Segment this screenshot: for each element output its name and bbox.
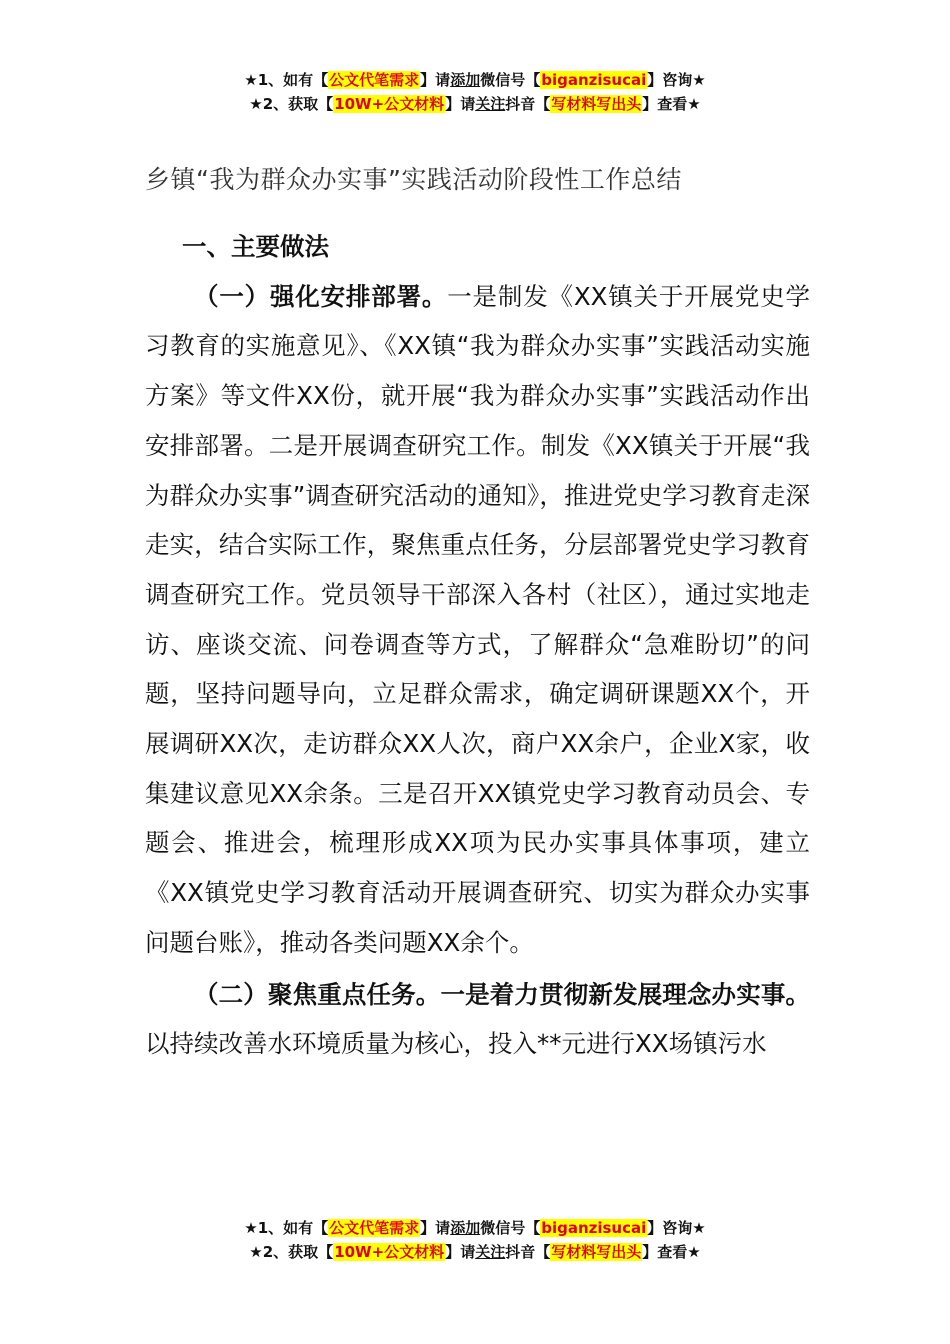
banner-highlight: 公文代笔需求 [329,1219,420,1237]
document-body [145,222,810,1069]
banner-highlight: 10W+公文材料 [334,1243,445,1261]
banner-highlight: 写材料写出头 [551,1243,642,1261]
banner-highlight: biganzisucai [541,1219,647,1237]
paragraph-1 [145,272,810,968]
banner-text: 微信号【 [480,1219,541,1237]
footer-banner [0,1216,950,1264]
banner-text: 】查看★ [642,1243,701,1261]
banner-emphasis: 关注 [475,95,506,113]
banner-text: 】咨询★ [647,71,706,89]
paragraph-lead: （一）强化安排部署。 [194,281,448,311]
banner-emphasis: 添加 [450,71,481,89]
banner-text: ★1、如有【 [244,71,329,89]
document-title: 乡镇“我为群众办实事”实践活动阶段性工作总结 [145,165,682,194]
banner-text: 】请 [445,1243,476,1261]
banner-line-1 [0,1216,950,1240]
banner-highlight: 10W+公文材料 [334,95,445,113]
banner-line-2 [0,1240,950,1264]
banner-emphasis: 添加 [450,1219,481,1237]
header-banner [0,68,950,116]
banner-text: 】咨询★ [647,1219,706,1237]
banner-emphasis: 关注 [475,1243,506,1261]
paragraph-body: 以持续改善水环境质量为核心，投入**元进行XX场镇污水 [145,1029,767,1059]
banner-text: 】查看★ [642,95,701,113]
banner-text: ★2、获取【 [249,1243,334,1261]
banner-text: ★2、获取【 [249,95,334,113]
paragraph-lead: （二）聚焦重点任务。一是着力贯彻新发展理念办实事。 [194,979,810,1009]
section-heading: 一、主要做法 [182,232,329,261]
banner-text: 微信号【 [480,71,541,89]
banner-text: 】请 [445,95,476,113]
banner-highlight: biganzisucai [541,71,647,89]
banner-text: 】请 [420,71,451,89]
banner-text: 抖音【 [505,1243,551,1261]
paragraph-2 [145,970,810,1069]
banner-highlight: 公文代笔需求 [329,71,420,89]
banner-highlight: 写材料写出头 [551,95,642,113]
banner-text: 抖音【 [505,95,551,113]
banner-line-1 [0,68,950,92]
banner-text: 】请 [420,1219,451,1237]
banner-line-2 [0,92,950,116]
paragraph-body: 一是制发《XX镇关于开展党史学习教育的实施意见》、《XX镇“我为群众办实事”实践活动实施方案》等文件XX份，就开展“我为群众办实事”实践活动作出安排部署。二是开展调查研究工作。制发《XX镇关于开展“我为群众办实事”调查研究活动的通知》，推进党史学习教育走深走实，结合实际工作，聚焦重点任务，分层部署党史学习教育调查研究工作。党员领导干部深入各村（社区），通过实地走访、座谈交流、问卷调查等方式，了解群众“急难盼切”的问题，坚持问题导向，立足群众需求，确定调研课题XX个，开展调研XX次，走访群众XX人次，商户XX余户，企业X家，收集建议意见XX余条。三是召开XX镇党史学习教育动员会、专题会、推进会，梳理形成XX项为民办实事具体事项，建立《XX镇党史学习教育活动开展调查研究、切实为群众办实事问题台账》，推动各类问题XX余个。 [145,281,810,957]
banner-text: ★1、如有【 [244,1219,329,1237]
